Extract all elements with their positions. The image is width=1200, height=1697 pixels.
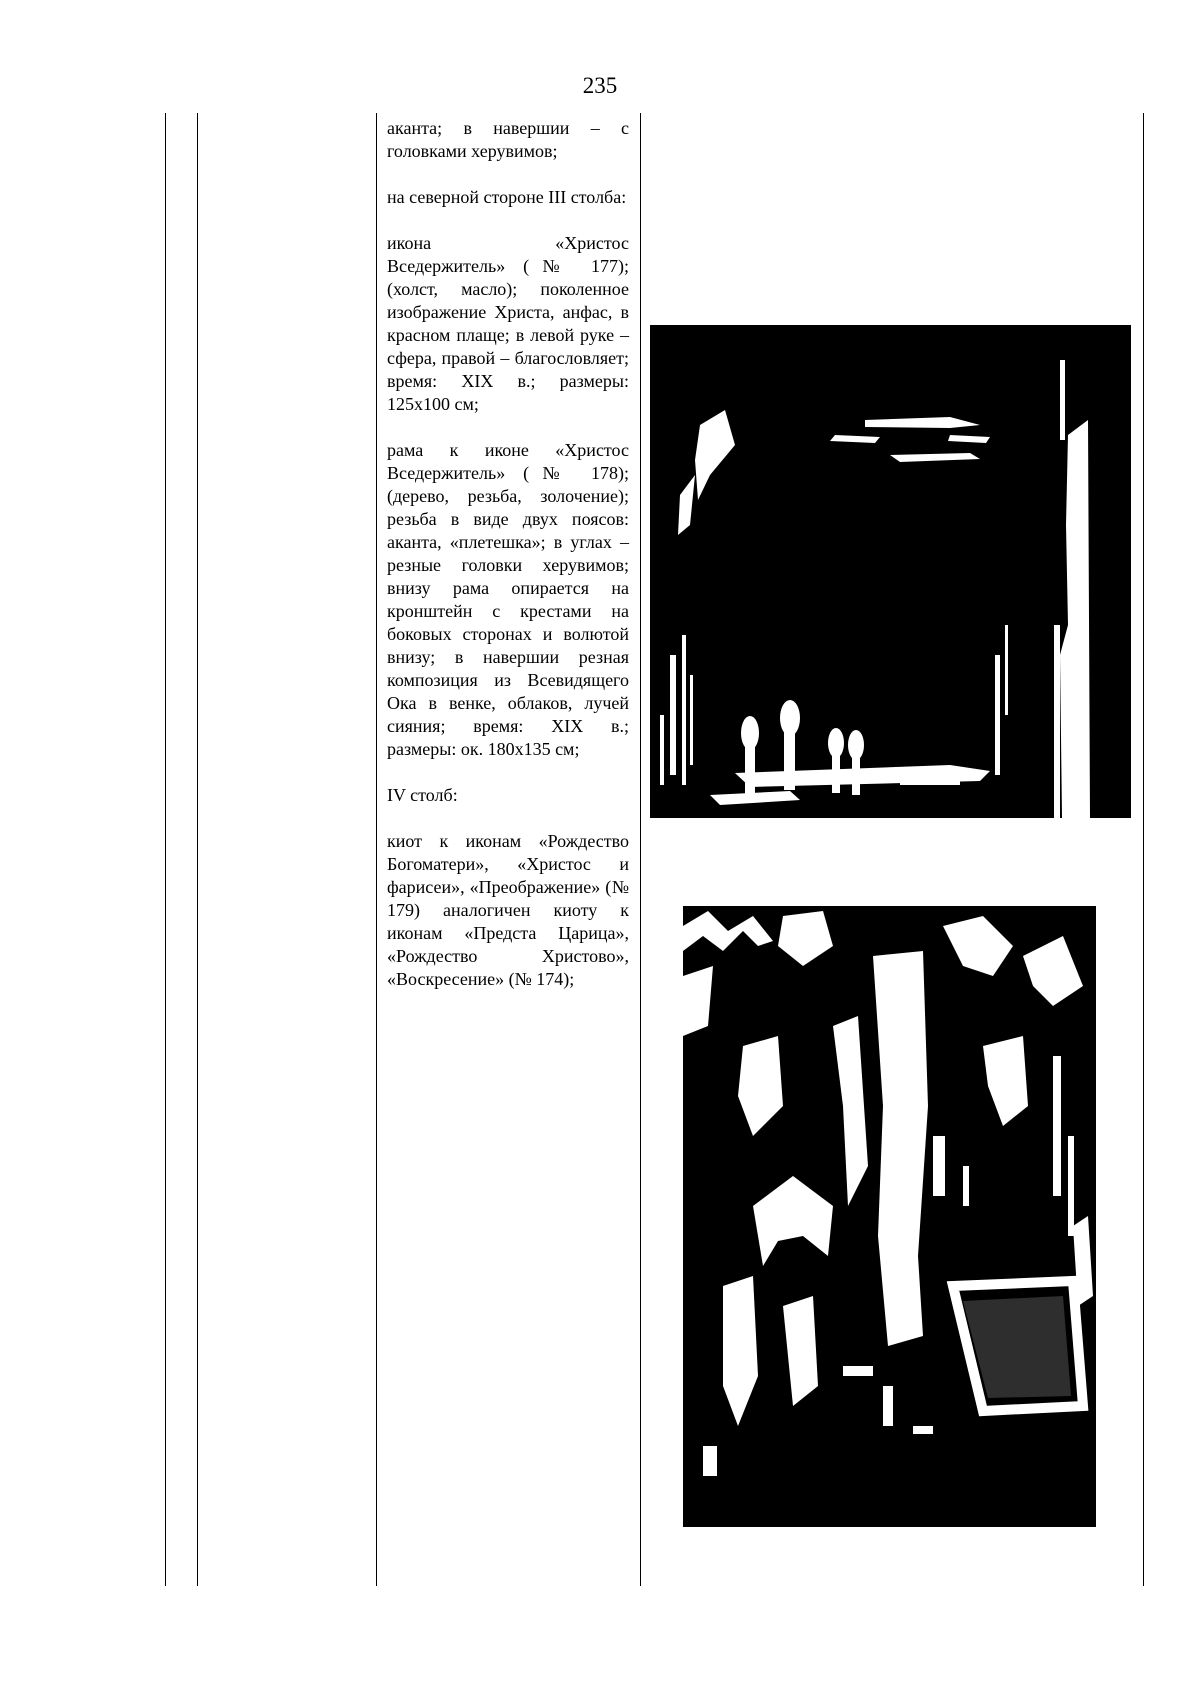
- paragraph-frame-christ-pantocrator: рама к иконе «Христос Вседержитель» (№ 178); (дерево, резьба, золочение); резьба в виде двух поясов: аканта, «плетешка»; в углах – резные головки херувимов; внизу рама опирается на кронштейн с крестами на боковых сторонах и волютой внизу; в навершии резная композиция из Всевидящего Ока в венке, облаков, лучей сияния; время: XIX в.; размеры: ок. 180х135 см;: [387, 440, 629, 759]
- table-column-divider-2: [376, 113, 377, 1586]
- photo-kiot-interior-image: [683, 906, 1096, 1527]
- table-border-left: [165, 113, 166, 1586]
- photo-kiot-interior: [683, 906, 1096, 1527]
- table-column-divider-3: [640, 113, 641, 1586]
- page-number: 235: [582, 73, 618, 98]
- description-column: [387, 117, 629, 1014]
- photo-icon-frame-image: [650, 325, 1131, 818]
- paragraph-north-side-pillar-3: на северной стороне III столба:: [387, 187, 627, 207]
- table-border-right: [1143, 113, 1144, 1586]
- photo-icon-frame: [650, 325, 1131, 818]
- paragraph-icon-christ-pantocrator: икона «Христос Вседержитель» (№ 177); (холст, масло); поколенное изображение Христа, анфас, в красном плаще; в левой руке – сфера, правой – благословляет; время: XIX в.; размеры: 125х100 см;: [387, 233, 629, 414]
- table-column-divider-1: [197, 113, 198, 1586]
- paragraph-acanthus: аканта; в навершии – с головками херувимов;: [387, 118, 629, 161]
- paragraph-kiot: киот к иконам «Рождество Богоматери», «Христос и фарисеи», «Преображение» (№ 179) аналогичен киоту к иконам «Предста Царица», «Рождество Христово», «Воскресение» (№ 174);: [387, 831, 629, 989]
- paragraph-pillar-4: IV столб:: [387, 785, 458, 805]
